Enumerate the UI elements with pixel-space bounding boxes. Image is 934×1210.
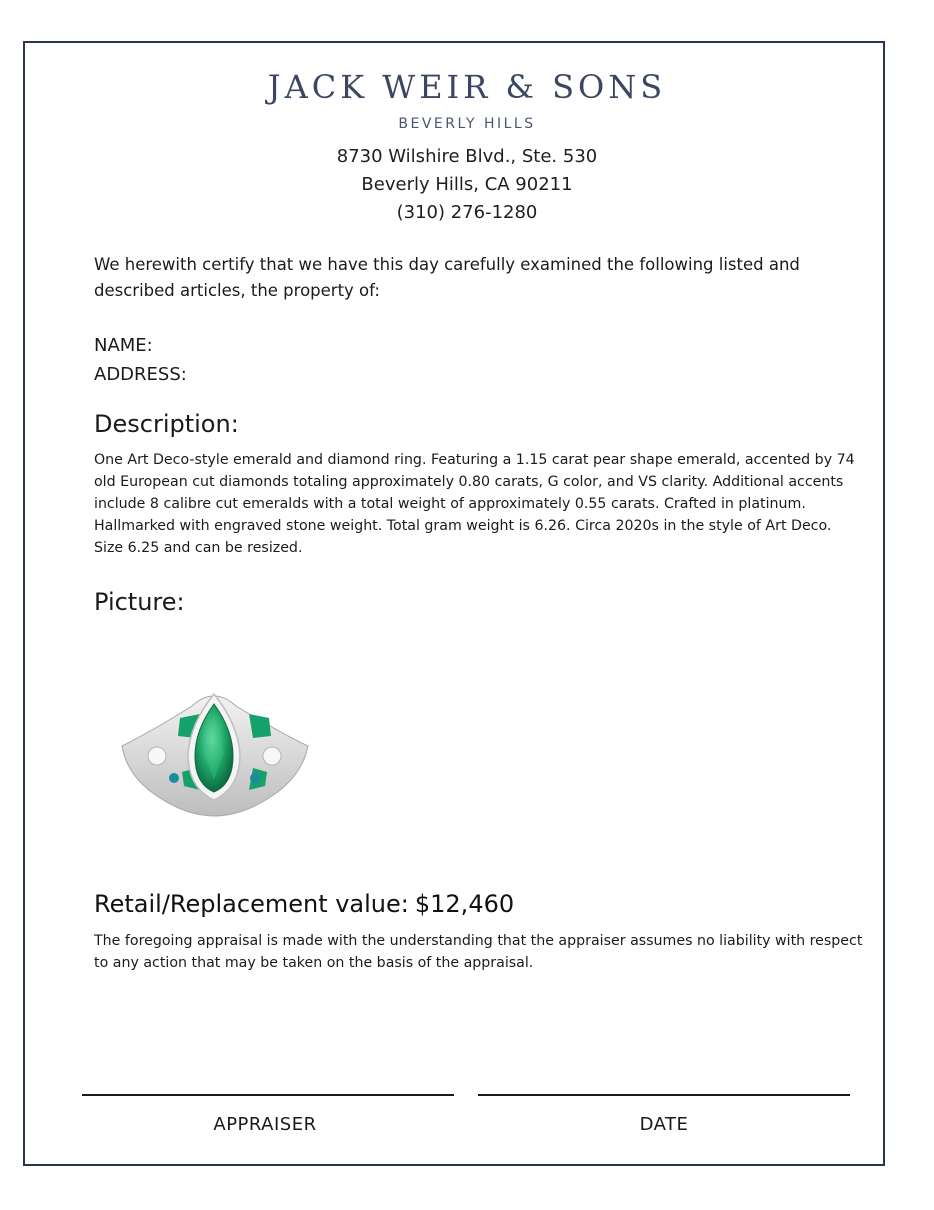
phone-number: (310) 276-1280 xyxy=(396,202,538,223)
date-signature-line xyxy=(478,1094,850,1096)
appraiser-signature-line xyxy=(82,1094,454,1096)
address-line-1: 8730 Wilshire Blvd., Ste. 530 xyxy=(336,146,598,167)
disclaimer-text: The foregoing appraisal is made with the understanding that the appraiser assumes no liability with respect to any action that may be taken on the basis of the appraisal. xyxy=(94,933,863,971)
replacement-value xyxy=(94,890,514,918)
picture-heading: Picture: xyxy=(94,588,185,616)
brand-location: BEVERLY HILLS xyxy=(398,116,536,132)
value-amount: $12,460 xyxy=(414,890,515,918)
date-label: DATE xyxy=(639,1114,689,1135)
address-label: ADDRESS: xyxy=(94,364,187,385)
emerald-ring-photo xyxy=(112,676,317,836)
address-line-2: Beverly Hills, CA 90211 xyxy=(361,174,573,195)
appraiser-label: APPRAISER xyxy=(213,1114,317,1135)
value-label: Retail/Replacement value: xyxy=(94,890,409,918)
name-label: NAME: xyxy=(94,335,153,356)
description-text: One Art Deco-style emerald and diamond ring. Featuring a 1.15 carat pear shape emerald, accented by 74 old European cut diamonds totaling approximately 0.80 carats, G color, and VS clarity. Additional accents include 8 calibre cut emeralds with a total weight of approximately 0.55 carats. Crafted in platinum. Hallmarked with engraved stone weight. Total gram weight is 6.26. Circa 2020s in the style of Art Deco. Size 6.25 and can be resized. xyxy=(94,452,855,556)
description-heading: Description: xyxy=(94,410,239,438)
ring-illustration xyxy=(112,676,317,836)
brand-name: JACK WEIR & SONS xyxy=(267,68,667,106)
certification-statement: We herewith certify that we have this day carefully examined the following listed and described articles, the property of: xyxy=(94,255,800,300)
